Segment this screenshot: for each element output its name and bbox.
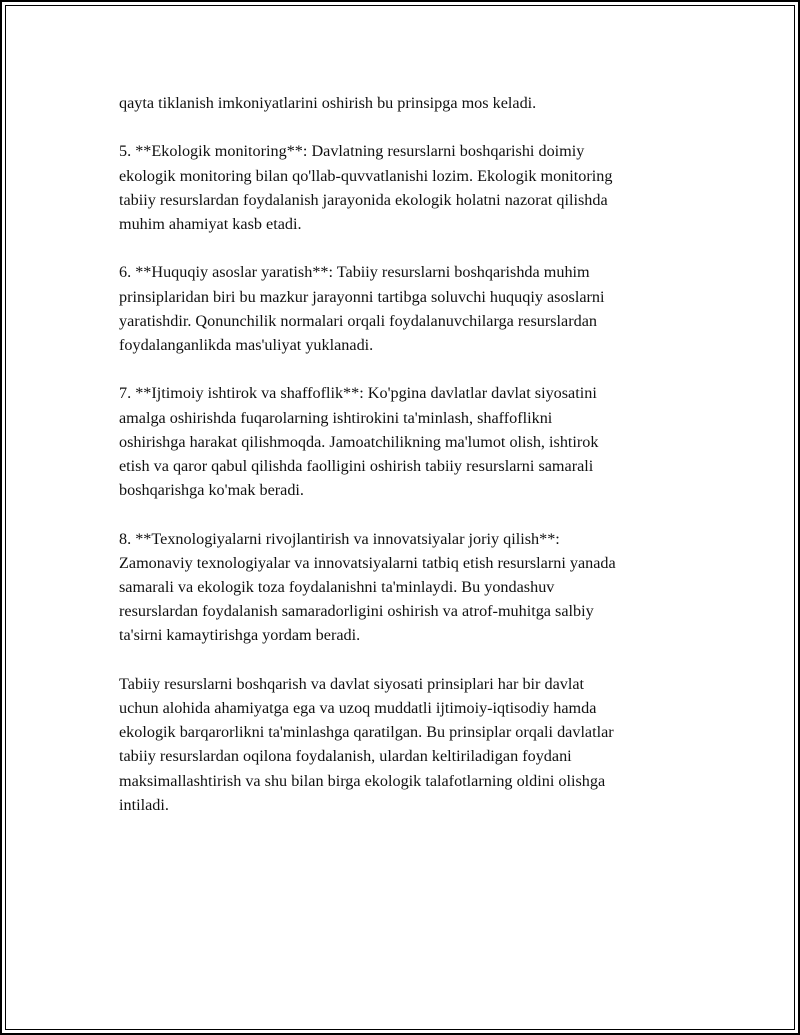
paragraph-ecological-monitoring: 5. **Ekologik monitoring**: Davlatning resurslarni boshqarishi doimiy ekologik monitoring bilan qo'llab-quvvatlanishi lozim. Ekologik monitoring tabiiy resurslardan foydalanish jarayonida ekologik holatni nazorat qilishda muhim ahamiyat kasb etadi. (119, 142, 613, 233)
paragraph-technology-innovation: 8. **Texnologiyalarni rivojlantirish va innovatsiyalar joriy qilish**: Zamonaviy texnologiyalar va innovatsiyalarni tatbiq etish resurslarni yanada samarali va ekologik toza foydalanishni ta'minlaydi. Bu yondashuv resurslardan foydalanish samaradorligini oshirish va atrof-muhitga salbiy ta'sirni kamaytirishga yordam beradi. (119, 529, 616, 645)
paragraph-social-participation: 7. **Ijtimoiy ishtirok va shaffoflik**: Ko'pgina davlatlar davlat siyosatini amalga oshirishda fuqarolarning ishtirokini ta'minlash, shaffoflikni oshirishga harakat qilishmoqda. Jamoatchilikning ma'lumot olish, ishtirok etish va qaror qabul qilishda faolligini oshirish tabiiy resurslarni samarali boshqarishga ko'mak beradi. (119, 384, 599, 500)
document-body (119, 91, 699, 841)
paragraph-legal-foundations: 6. **Huquqiy asoslar yaratish**: Tabiiy resurslarni boshqarishda muhim prinsiplaridan biri bu mazkur jarayonni tartibga soluvchi huquqiy asoslarni yaratishdir. Qonunchilik normalari orqali foydalanuvchilarga resurslardan foydalanganlikda mas'uliyat yuklanadi. (119, 263, 605, 354)
paragraph-conclusion: Tabiiy resurslarni boshqarish va davlat siyosati prinsiplari har bir davlat uchun alohida ahamiyatga ega va uzoq muddatli ijtimoiy-iqtisodiy hamda ekologik barqarorlikni ta'minlashga qaratilgan. Bu prinsiplar orqali davlatlar tabiiy resurslardan oqilona foydalanish, ulardan keltiriladigan foydani maksimallashtirish va shu bilan birga ekologik talafotlarning oldini olishga intiladi. (119, 674, 614, 814)
paragraph-continuation: qayta tiklanish imkoniyatlarini oshirish bu prinsipga mos keladi. (119, 94, 537, 112)
